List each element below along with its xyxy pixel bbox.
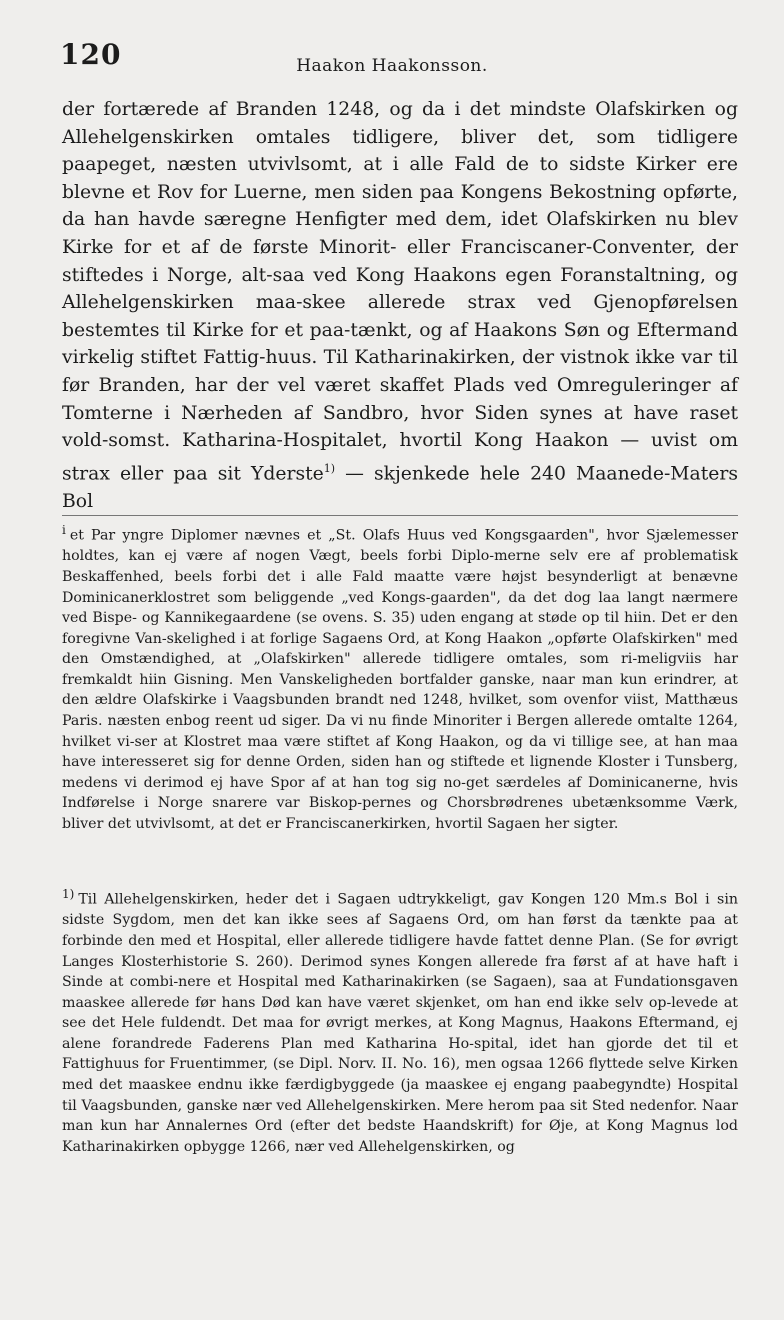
main-paragraph-end: — skjenkede hele 240 Maanede-Maters Bol [62,462,738,512]
running-head: Haakon Haakonsson. [296,56,488,76]
footnote-i-mark: i [62,523,66,537]
page-number: 120 [60,38,122,71]
footnote-i-text: et Par yngre Diplomer nævnes et „St. Olafs Huus ved Kongsgaarden", hvor Sjælemesser holdtes, kan ej være af nogen Vægt, beels forbi Diplo-merne selv ere af problematisk Beskaffenhed, beels forbi det i alle Fald maatte være højst besynderligt at benævne Dominicanerklostret som beliggende „ved Kongs-gaarden", da det dog laa langt nærmere ved Bispe- og Kannikegaardene (se ovens. S. 35) uden engang at støde op til hiin. Det er den foregivne Van-skelighed i at forlige Sagaens Ord, at Kong Haakon „opførte Olafskirken" med den Omstændighed, at „Olafskirken" allerede tidligere omtales, som ri-meligviis har fremkaldt hiin Gisning. Men Vanskeligheden bortfalder ganske, naar man kun erindrer, at den ældre Olafskirke i Vaagsbunden brandt ned 1248, hvilket, som ovenfor viist, Matthæus Paris. næsten enbog reent ud siger. Da vi nu finde Minoriter i Bergen allerede omtalte 1264, hvilket vi-ser at Klostret maa være stiftet af Kong Haakon, og da vi tillige see, at han maa have interesseret sig for denne Orden, siden han og stiftede et lignende Kloster i Tunsberg, medens vi derimod ej have Spor af at han tog sig no-get særdeles af Dominicanerne, hvis Indførelse i Norge snarere var Biskop-pernes og Chorsbrødrenes ubetænksomme Værk, bliver det utvivlsomt, at det er Franciscanerkirken, hvortil Sagaen her sigter. [62,527,738,833]
footnote-1-text: Til Allehelgenskirken, heder det i Sagaen udtrykkeligt, gav Kongen 120 Mm.s Bol i sin sidste Sygdom, men det kan ikke sees af Sagaens Ord, om han først da tænkte paa at forbinde den med et Hospital, eller allerede tidligere havde fattet denne Plan. (Se for øvrigt Langes Klosterhistorie S. 260). Derimod synes Kongen allerede fra først af at have haft i Sinde at combi-nere et Hospital med Katharinakirken (se Sagaen), saa at Fundationsgaven maaskee allerede før hans Død kan have været skjenket, om han end ikke selv op-levede at see det Hele fuldendt. Det maa for øvrigt merkes, at Kong Magnus, Haakons Eftermand, ej alene forandrede Faderens Plan med Katharina Ho-spital, idet han gjorde det til et Fattighuus for Fruentimmer, (se Dipl. Norv. II. No. 16), men ogsaa 1266 flyttede selve Kirken med det maaskee endnu ikke færdigbyggede (ja maaskee ej engang paabegyndte) Hospital til Vaagsbunden, ganske nær ved Allehelgenskirken. Mere herom paa sit Sted nedenfor. Naar man kun har Annalernes Ord (efter det bedste Haandskrift) for Øje, at Kong Magnus lod Katharinakirken opbygge 1266, nær ved Allehelgenskirken, og [62,891,738,1155]
main-paragraph-text: der fortærede af Branden 1248, og da i det mindste Olafskirken og Allehelgenskirken omtales tidligere, bliver det, som tidligere paapeget, næsten utvivlsomt, at i alle Fald de to sidste Kirker ere blevne et Rov for Luerne, men siden paa Kongens Bekostning opførte, da han havde særegne Henfigter med dem, idet Olafskirken nu blev Kirke for et af de første Minorit- eller Franciscaner-Conventer, der stiftedes i Norge, alt-saa ved Kong Haakons egen Foranstaltning, og Allehelgenskirken maa-skee allerede strax ved Gjenopførelsen bestemtes til Kirke for et paa-tænkt, og af Haakons Søn og Eftermand virkelig stiftet Fattig-huus. Til Katharinakirken, der vistnok ikke var til før Branden, har der vel været skaffet Plads ved Omreguleringer af Tomterne i Nærheden af Sandbro, hvor Siden synes at have raset vold-somst. Katharina-Hospitalet, hvortil Kong Haakon — uvist om strax eller paa sit Yderste [62,99,738,484]
footnote-i [62,520,738,835]
main-paragraph [62,96,738,515]
footnote-reference-1: 1) [323,461,336,475]
footnote-1-mark: 1) [62,887,75,901]
footnote-separator [62,515,738,516]
footnote-1 [62,884,738,1157]
